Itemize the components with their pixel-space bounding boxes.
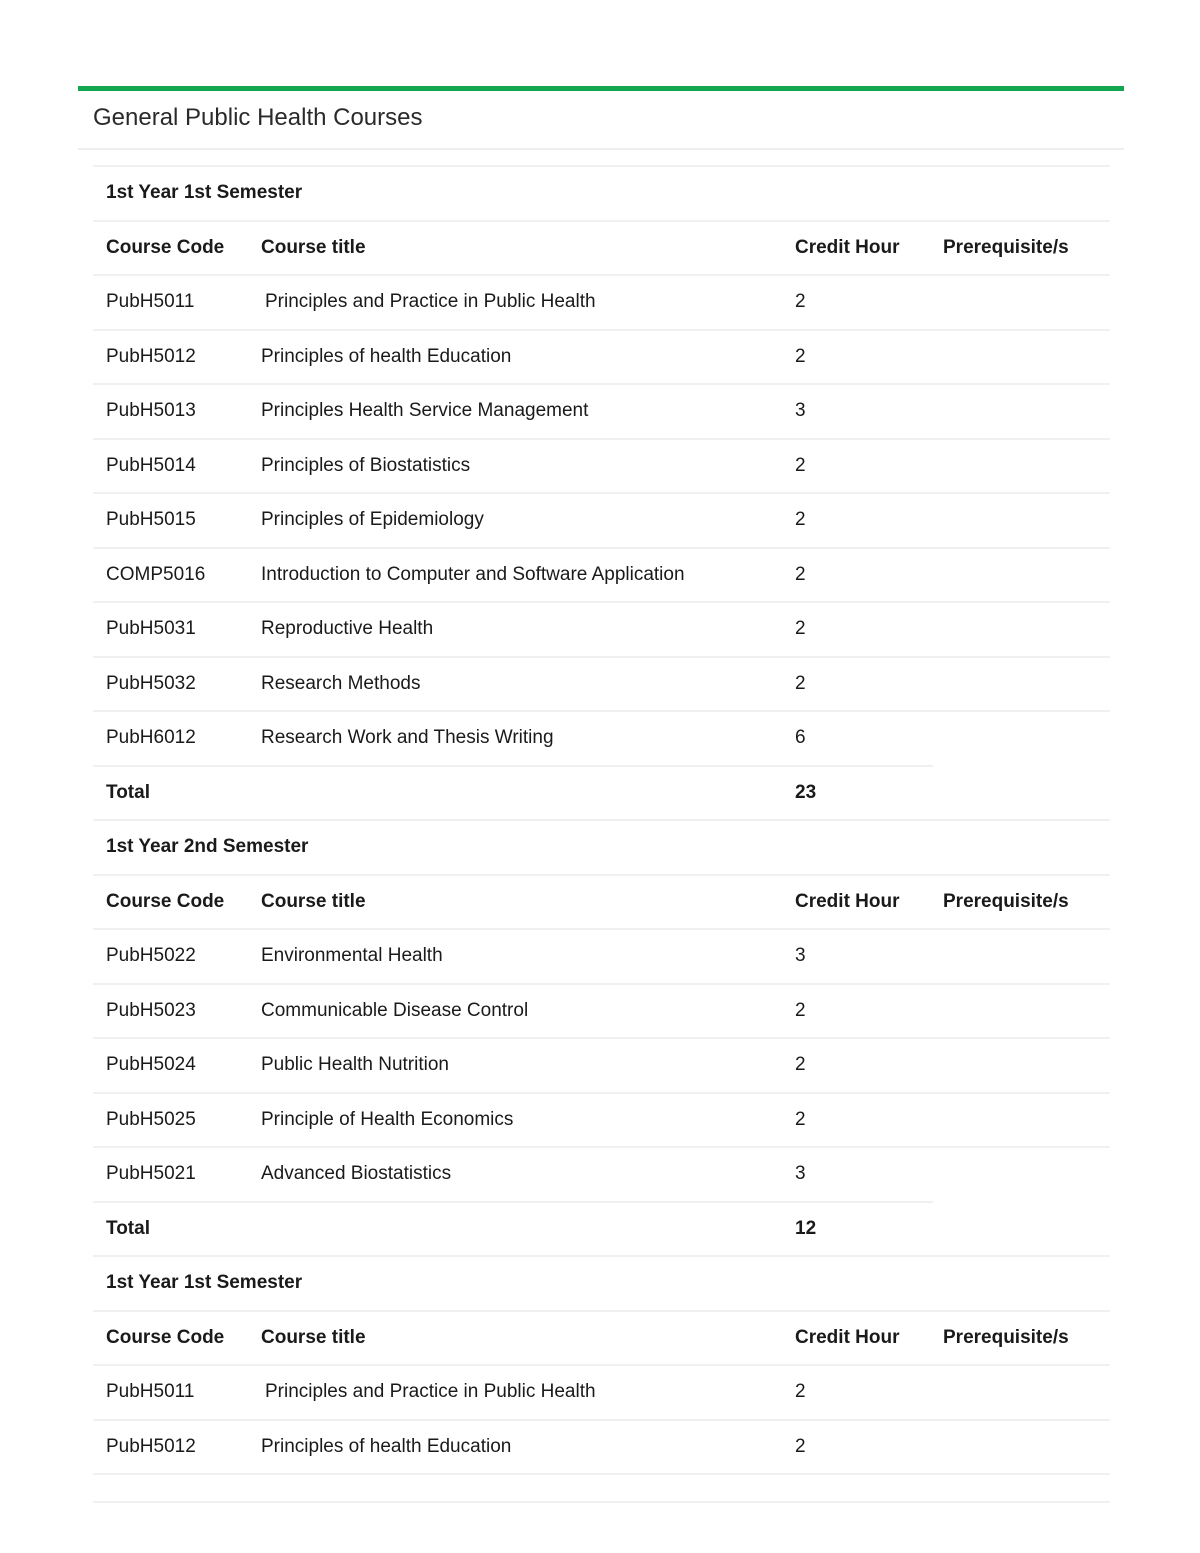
course-code: PubH5011 (106, 291, 195, 312)
course-title: Public Health Nutrition (261, 1054, 449, 1075)
semester-heading (93, 1257, 1110, 1312)
credit-hour: 2 (795, 1381, 806, 1402)
header-credit-hour: Credit Hour (795, 890, 900, 912)
course-table (93, 165, 1110, 1503)
course-code: PubH5032 (106, 672, 196, 694)
course-code: PubH5015 (106, 509, 196, 530)
header-course-title: Course title (261, 890, 366, 912)
credit-hour: 2 (795, 454, 806, 476)
table-row (93, 658, 1110, 713)
credit-hour: 6 (795, 727, 806, 748)
course-code: PubH5022 (106, 945, 196, 966)
header-course-title: Course title (261, 236, 366, 258)
credit-hour: 2 (795, 999, 806, 1021)
credit-hour: 2 (795, 672, 806, 694)
course-title: Reproductive Health (261, 618, 434, 639)
course-code: PubH5014 (106, 454, 196, 476)
total-label: Total (106, 1217, 150, 1239)
table-row (93, 712, 1110, 767)
table-row (93, 603, 1110, 658)
credit-hour: 2 (795, 563, 806, 585)
credit-hour: 3 (795, 1163, 806, 1184)
course-title: Principles Health Service Management (261, 400, 589, 421)
credit-hour: 2 (795, 1054, 806, 1075)
semester-heading (93, 167, 1110, 222)
credit-hour: 2 (795, 291, 806, 312)
table-row (93, 1039, 1110, 1094)
course-code: PubH5031 (106, 618, 196, 639)
header-credit-hour: Credit Hour (795, 236, 900, 258)
course-title: Principles of health Education (261, 345, 512, 367)
header-credit-hour: Credit Hour (795, 1326, 900, 1348)
course-code: COMP5016 (106, 563, 206, 585)
title-divider (78, 148, 1124, 150)
course-title: Principles of Biostatistics (261, 454, 471, 476)
credit-hour: 3 (795, 945, 806, 966)
header-prerequisites: Prerequisite/s (943, 236, 1069, 258)
table-header-row (93, 1312, 1110, 1367)
table-bottom-divider (93, 1475, 1110, 1503)
course-title: Introduction to Computer and Software Application (261, 563, 685, 585)
credit-hour: 2 (795, 509, 806, 530)
table-row (93, 440, 1110, 495)
table-row (93, 1421, 1110, 1476)
total-value: 12 (795, 1217, 817, 1239)
course-title: Communicable Disease Control (261, 999, 529, 1021)
course-code: PubH5024 (106, 1054, 196, 1075)
course-code: PubH6012 (106, 727, 196, 748)
table-row (93, 930, 1110, 985)
table-header-row (93, 876, 1110, 931)
credit-hour: 2 (795, 618, 806, 639)
header-prerequisites: Prerequisite/s (943, 1326, 1069, 1348)
header-course-code: Course Code (106, 236, 225, 258)
total-value: 23 (795, 781, 817, 803)
total-label: Total (106, 781, 150, 803)
semester-label: 1st Year 1st Semester (106, 1272, 303, 1293)
credit-hour: 2 (795, 1108, 806, 1130)
course-title: Research Work and Thesis Writing (261, 727, 554, 748)
page-title: General Public Health Courses (93, 104, 423, 131)
total-row (93, 1203, 1110, 1258)
header-course-code: Course Code (106, 1326, 225, 1348)
course-code: PubH5025 (106, 1108, 196, 1130)
total-row (93, 767, 1110, 822)
header-course-title: Course title (261, 1326, 366, 1348)
course-code: PubH5012 (106, 1435, 196, 1457)
table-row (93, 276, 1110, 331)
credit-hour: 3 (795, 400, 806, 421)
course-title: Environmental Health (261, 945, 443, 966)
credit-hour: 2 (795, 1435, 806, 1457)
table-row (93, 385, 1110, 440)
semester-heading (93, 821, 1110, 876)
table-row (93, 494, 1110, 549)
credit-hour: 2 (795, 345, 806, 367)
table-row (93, 331, 1110, 386)
accent-bar (78, 86, 1124, 91)
course-title: Principles of health Education (261, 1435, 512, 1457)
semester-label: 1st Year 2nd Semester (106, 836, 309, 857)
header-prerequisites: Prerequisite/s (943, 890, 1069, 912)
course-code: PubH5012 (106, 345, 196, 367)
course-code: PubH5021 (106, 1163, 196, 1184)
course-code: PubH5023 (106, 999, 196, 1021)
header-course-code: Course Code (106, 890, 225, 912)
table-row (93, 1366, 1110, 1421)
course-title: Principles of Epidemiology (261, 509, 484, 530)
table-row (93, 1094, 1110, 1149)
table-row (93, 985, 1110, 1040)
course-title: Advanced Biostatistics (261, 1163, 452, 1184)
course-title: Principle of Health Economics (261, 1108, 514, 1130)
table-row (93, 549, 1110, 604)
course-title: Research Methods (261, 672, 421, 694)
course-title: Principles and Practice in Public Health (265, 291, 596, 312)
semester-label: 1st Year 1st Semester (106, 182, 303, 203)
course-title: Principles and Practice in Public Health (265, 1381, 596, 1402)
course-code: PubH5011 (106, 1381, 195, 1402)
table-row (93, 1148, 1110, 1203)
table-header-row (93, 222, 1110, 277)
course-code: PubH5013 (106, 400, 196, 421)
